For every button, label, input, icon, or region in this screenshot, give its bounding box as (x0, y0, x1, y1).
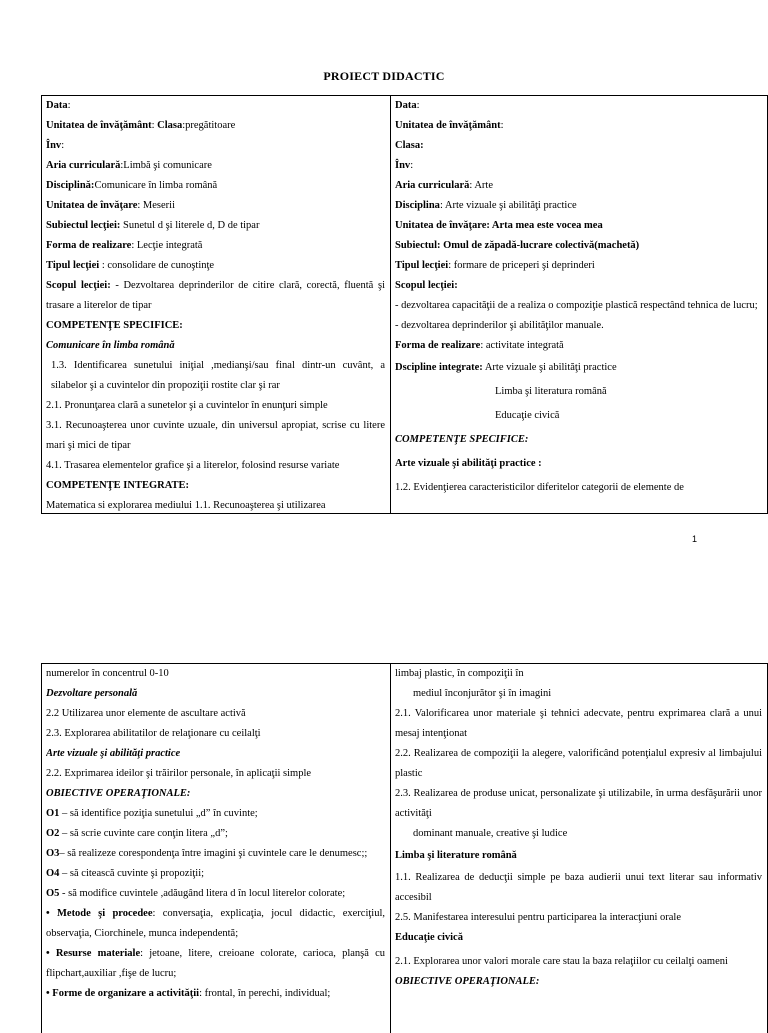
disciplina-row (46, 176, 385, 196)
unitate-invatare-row (46, 196, 385, 216)
competenta-2-2-arte: 2.2. Exprimarea ideilor şi trăirilor personale, în aplicaţii simple (46, 768, 312, 779)
unitate-sep: : (151, 120, 158, 131)
data-label: Data (395, 100, 417, 111)
resurse-label: • Resurse materiale (46, 948, 141, 959)
disciplina-label: Disciplină: (46, 180, 95, 191)
tipul-value: : consolidare de cunoştinţe (99, 260, 215, 271)
inv-label: Înv (46, 140, 62, 151)
forma-row (395, 336, 762, 356)
dezvoltare-subheading: Dezvoltare personală (46, 688, 138, 699)
scopul-heading: Scopul lecţiei: (395, 280, 458, 291)
forma-value: : activitate integrată (480, 340, 564, 351)
o2-label: O2 (46, 828, 60, 839)
clasa-row: Clasa: (395, 140, 424, 151)
inv-colon: : (61, 140, 65, 151)
competenta-2-2: 2.2. Realizarea de compoziţii la alegere, valorificând potenţialul expresiv al limbajului plastic (395, 748, 762, 779)
subiect-label: Subiectul lecţiei: (46, 220, 121, 231)
data-colon: : (416, 100, 420, 111)
inv-row (46, 136, 385, 156)
subiect-row: Subiectul: Omul de zăpadă-lucrare colectivă(machetă) (395, 240, 640, 251)
tipul-row (395, 256, 762, 276)
forma-label: Forma de realizare (395, 340, 481, 351)
competenta-2-5: 2.5. Manifestarea interesului pentru participarea la interacţiuni orale (395, 912, 681, 923)
discipline-integrate-label: Dscipline integrate: (395, 362, 483, 373)
data-row (46, 96, 385, 116)
obiective-heading: OBIECTIVE OPERAŢIONALE: (395, 976, 540, 987)
page-number: 1 (692, 534, 698, 544)
disciplina-value: Comunicare în limba română (94, 180, 218, 191)
competenta-2-3: 2.3. Explorarea abilitatilor de relaţionare cu ceilalţi (46, 728, 261, 739)
competente-integrate-heading: COMPETENŢE INTEGRATE: (46, 480, 190, 491)
aria-row (46, 156, 385, 176)
scopul-row (46, 276, 385, 316)
competenta-1-3: 1.3. Identificarea sunetului iniţial ,medianşi/sau final dintr-un cuvânt, a silabelor şi a cuvintelor din propoziţii rostite clar şi rar (51, 360, 385, 391)
left-column-comunicare (42, 96, 391, 513)
right-column-continued (391, 664, 767, 1033)
inv-label: Înv (395, 160, 411, 171)
unitate-invatare-value: : Meserii (137, 200, 176, 211)
competenta-1-2: 1.2. Evidenţierea caracteristicilor diferitelor categorii de elemente de (395, 482, 684, 493)
competenta-1-1: 1.1. Realizarea de deducţii simple pe baza audierii unui text literar sau informativ accesibil (395, 872, 762, 903)
forme-text: : frontal, în perechi, individual; (199, 988, 331, 999)
o4-text: – să citească cuvinte şi propoziţii; (59, 868, 205, 879)
scopul-item-2: - dezvoltarea deprinderilor şi abilităţilor manuale. (395, 320, 604, 331)
objective-o1 (46, 804, 385, 824)
forma-label: Forma de realizare (46, 240, 132, 251)
competente-specifice-heading: COMPETENŢE SPECIFICE: (46, 320, 183, 331)
forme-row (46, 984, 385, 1004)
subiect-value: Sunetul d şi literele d, D de tipar (120, 220, 260, 231)
educatie-subheading: Educaţie civică (395, 932, 463, 943)
competenta-2-1: 2.1. Pronunţarea clară a sunetelor şi a cuvintelor în enunţuri simple (46, 400, 328, 411)
o5-text: - să modifice cuvintele ,adăugând litera d în locul literelor colorate; (59, 888, 346, 899)
limbaj-row: limbaj plastic, în compoziţii în (395, 668, 524, 679)
objective-o5 (46, 884, 385, 904)
unitate-invatare-label: Unitatea de învăţare (46, 200, 138, 211)
left-column-continued (42, 664, 391, 1033)
comunicare-subheading: Comunicare în limba română (46, 340, 175, 351)
numerelor-row: numerelor în concentrul 0-10 (46, 668, 169, 679)
arte-subheading: Arte vizuale şi abilităţi practice : (395, 458, 542, 469)
o3-text: – să realizeze corespondenţa între imagini şi cuvintele care le denumesc;; (59, 848, 368, 859)
resurse-row (46, 944, 385, 984)
subiect-row (46, 216, 385, 236)
resurse-text: : jetoane, litere, creioane colorate, carioca, planşă cu flipchart,auxiliar ,fişe de lucru; (46, 948, 385, 979)
scopul-value: - Dezvoltarea deprinderilor de citire clară, corectă, fluentă şi trasare a literelor de tipar (46, 280, 385, 311)
competente-specifice-heading: COMPETENŢE SPECIFICE: (395, 434, 529, 445)
o1-text: – să identifice poziţia sunetului „d” în cuvinte; (59, 808, 258, 819)
aria-value: :Limbă şi comunicare (120, 160, 212, 171)
obiective-heading: OBIECTIVE OPERAŢIONALE: (46, 788, 191, 799)
right-column-arte (391, 96, 767, 513)
forme-label: • Forme de organizare a activităţii (46, 988, 200, 999)
data-row (395, 96, 762, 116)
discipline-integrate-educatie: Educaţie civică (495, 410, 560, 421)
inv-row (395, 156, 762, 176)
aria-label: Aria curriculară (46, 160, 121, 171)
forma-row (46, 236, 385, 256)
data-label: Data (46, 100, 68, 111)
aria-label: Aria curriculară (395, 180, 470, 191)
inv-colon: : (410, 160, 414, 171)
objective-o3 (46, 844, 385, 864)
unitate-colon: : (500, 120, 504, 131)
aria-value: : Arte (469, 180, 493, 191)
unitate-label: Unitatea de învăţământ (395, 120, 501, 131)
o1-label: O1 (46, 808, 60, 819)
discipline-integrate-limba: Limba şi literatura română (495, 386, 607, 397)
data-colon: : (67, 100, 71, 111)
tipul-value: : formare de priceperi şi deprinderi (448, 260, 595, 271)
metode-row (46, 904, 385, 944)
mediul-row: mediul înconjurător şi în imagini (413, 688, 552, 699)
forma-value: : Lecţie integrată (131, 240, 203, 251)
competenta-2-3-continued: dominant manuale, creative şi ludice (413, 828, 568, 839)
metode-label: • Metode şi procedee (46, 908, 153, 919)
lesson-plan-table-page2 (41, 663, 768, 1033)
limba-subheading: Limba şi literature română (395, 850, 517, 861)
disciplina-label: Disciplina (395, 200, 440, 211)
clasa-value: :pregătitoare (182, 120, 236, 131)
o5-label: O5 (46, 888, 60, 899)
arte-subheading: Arte vizuale şi abilităţi practice (46, 748, 181, 759)
tipul-row (46, 256, 385, 276)
tipul-label: Tipul lecţiei (46, 260, 100, 271)
discipline-integrate-value: Arte vizuale şi abilităţi practice (482, 362, 617, 373)
competenta-4-1: 4.1. Trasarea elementelor grafice şi a literelor, folosind resurse variate (46, 460, 340, 471)
matematica-row: Matematica si explorarea mediului 1.1. Recunoaşterea şi utilizarea (46, 500, 326, 511)
disciplina-row (395, 196, 762, 216)
unitate-row (395, 116, 762, 136)
unitate-row (46, 116, 385, 136)
page-title: PROIECT DIDACTIC (323, 69, 445, 83)
scopul-label: Scopul lecţiei: (46, 280, 111, 291)
competenta-2-3: 2.3. Realizarea de produse unicat, personalizate şi utilizabile, în urma desfăşurării unor activităţi (395, 788, 762, 819)
objective-o2 (46, 824, 385, 844)
objective-o4 (46, 864, 385, 884)
o4-label: O4 (46, 868, 60, 879)
o2-text: – să scrie cuvinte care conţin litera „d”; (59, 828, 228, 839)
metode-text: : conversaţia, explicaţia, jocul didactic, exerciţiul, observaţia, Ciorchinele, munca independentă; (46, 908, 385, 939)
discipline-integrate-row (395, 356, 762, 380)
competenta-2-1-civica: 2.1. Explorarea unor valori morale care stau la baza relaţiilor cu ceilalţi oameni (395, 956, 728, 967)
aria-row (395, 176, 762, 196)
o3-label: O3 (46, 848, 60, 859)
competenta-3-1: 3.1. Recunoaşterea unor cuvinte uzuale, din universul apropiat, scrise cu litere mari şi mici de tipar (46, 420, 385, 451)
competenta-2-1: 2.1. Valorificarea unor materiale şi tehnici adecvate, pentru exprimarea clară a unui mesaj intenţionat (395, 708, 762, 739)
clasa-label: Clasa (157, 120, 183, 131)
scopul-item-1: - dezvoltarea capacităţii de a realiza o compoziţie plastică respectând tehnica de lucru; (395, 300, 758, 311)
disciplina-value: : Arte vizuale şi abilităţi practice (439, 200, 577, 211)
tipul-label: Tipul lecţiei (395, 260, 449, 271)
competenta-2-2: 2.2 Utilizarea unor elemente de ascultare activă (46, 708, 246, 719)
unitate-invatare-row: Unitatea de învăţare: Arta mea este vocea mea (395, 220, 603, 231)
lesson-plan-table-page1 (41, 95, 768, 514)
unitate-label: Unitatea de învăţământ (46, 120, 152, 131)
